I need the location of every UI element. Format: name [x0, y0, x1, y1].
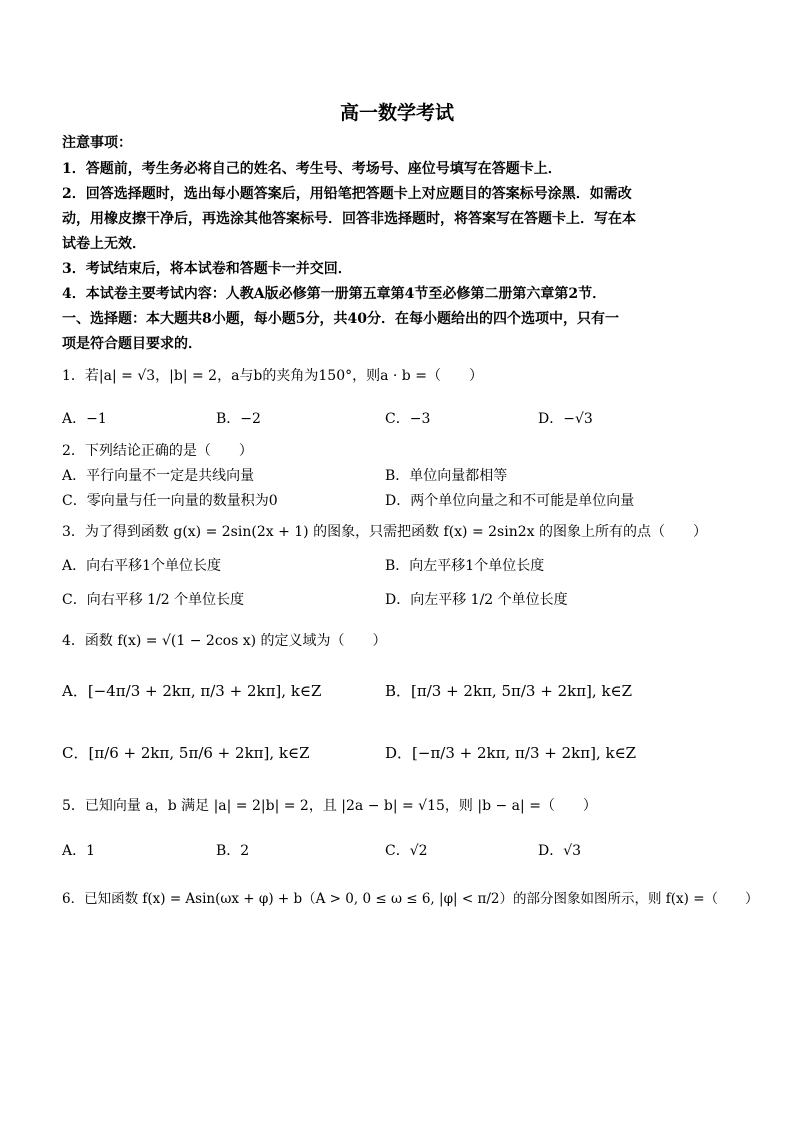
question-1-option-a: A．−1 [62, 411, 107, 427]
question-1-stem: 1．若|a| = √3，|b| = 2，a与b的夹角为150°，则a · b =（ ） [62, 368, 483, 384]
question-4-option-a: A．[−4π/3 + 2kπ, π/3 + 2kπ], k∈Z [62, 682, 322, 700]
question-4-option-c: C．[π/6 + 2kπ, 5π/6 + 2kπ], k∈Z [62, 744, 310, 762]
question-5-option-b: B．2 [216, 843, 250, 859]
question-5-option-c: C．√2 [385, 843, 428, 859]
question-3-stem: 3．为了得到函数 g(x) = 2sin(2x + 1) 的图象，只需把函数 f(x) = 2sin2x 的图象上所有的点（ ） [62, 524, 707, 540]
notice-heading: 注意事项： [62, 135, 132, 151]
notice-item-2-end: 试卷上无效． [62, 236, 146, 252]
exam-title: 高一数学考试 [339, 102, 454, 124]
question-3-option-c: C．向右平移 1/2 个单位长度 [62, 592, 245, 608]
question-5-option-a: A．1 [62, 843, 96, 859]
question-2-option-a: A．平行向量不一定是共线向量 [62, 468, 255, 484]
section-heading: 一、选择题：本大题共8小题，每小题5分，共40分．在每小题给出的四个选项中，只有一 [62, 311, 619, 327]
section-heading-cont: 项是符合题目要求的． [62, 336, 202, 352]
notice-item-1: 1．答题前，考生务必将自己的姓名、考生号、考场号、座位号填写在答题卡上． [62, 161, 562, 177]
notice-item-2: 2．回答选择题时，选出每小题答案后，用铅笔把答题卡上对应题目的答案标号涂黑．如需改 [62, 186, 632, 202]
question-6-stem: 6．已知函数 f(x) = Asin(ωx + φ) + b（A > 0, 0 ≤ ω ≤ 6, |φ| < π/2）的部分图象如图所示，则 f(x) =（ ） [62, 891, 759, 907]
question-2-option-b: B．单位向量都相等 [385, 468, 508, 484]
question-3-option-a: A．向右平移1个单位长度 [62, 558, 222, 574]
question-5-option-d: D．√3 [538, 843, 582, 859]
question-4-stem: 4．函数 f(x) = √(1 − 2cos x) 的定义域为（ ） [62, 633, 387, 649]
notice-item-3: 3．考试结束后，将本试卷和答题卡一并交回． [62, 261, 352, 277]
question-5-stem: 5．已知向量 a，b 满足 |a| = 2|b| = 2，且 |2a − b| = √15，则 |b − a| =（ ） [62, 798, 597, 814]
question-1-option-b: B．−2 [216, 411, 261, 427]
question-4-option-d: D．[−π/3 + 2kπ, π/3 + 2kπ], k∈Z [385, 744, 637, 762]
question-2-option-c: C．零向量与任一向量的数量积为0 [62, 493, 278, 509]
question-1-option-c: C．−3 [385, 411, 431, 427]
question-3-option-b: B．向左平移1个单位长度 [385, 558, 545, 574]
question-4-option-b: B．[π/3 + 2kπ, 5π/3 + 2kπ], k∈Z [385, 682, 633, 700]
question-2-option-d: D．两个单位向量之和不可能是单位向量 [385, 493, 635, 509]
question-2-stem: 2．下列结论正确的是（ ） [62, 443, 253, 459]
question-1-option-d: D．−√3 [538, 411, 593, 427]
notice-item-4: 4．本试卷主要考试内容：人教A版必修第一册第五章第4节至必修第二册第六章第2节． [62, 286, 607, 302]
question-3-option-d: D．向左平移 1/2 个单位长度 [385, 592, 568, 608]
notice-item-2-cont: 动，用橡皮擦干净后，再选涂其他答案标号．回答非选择题时，将答案写在答题卡上．写在本 [62, 211, 636, 227]
